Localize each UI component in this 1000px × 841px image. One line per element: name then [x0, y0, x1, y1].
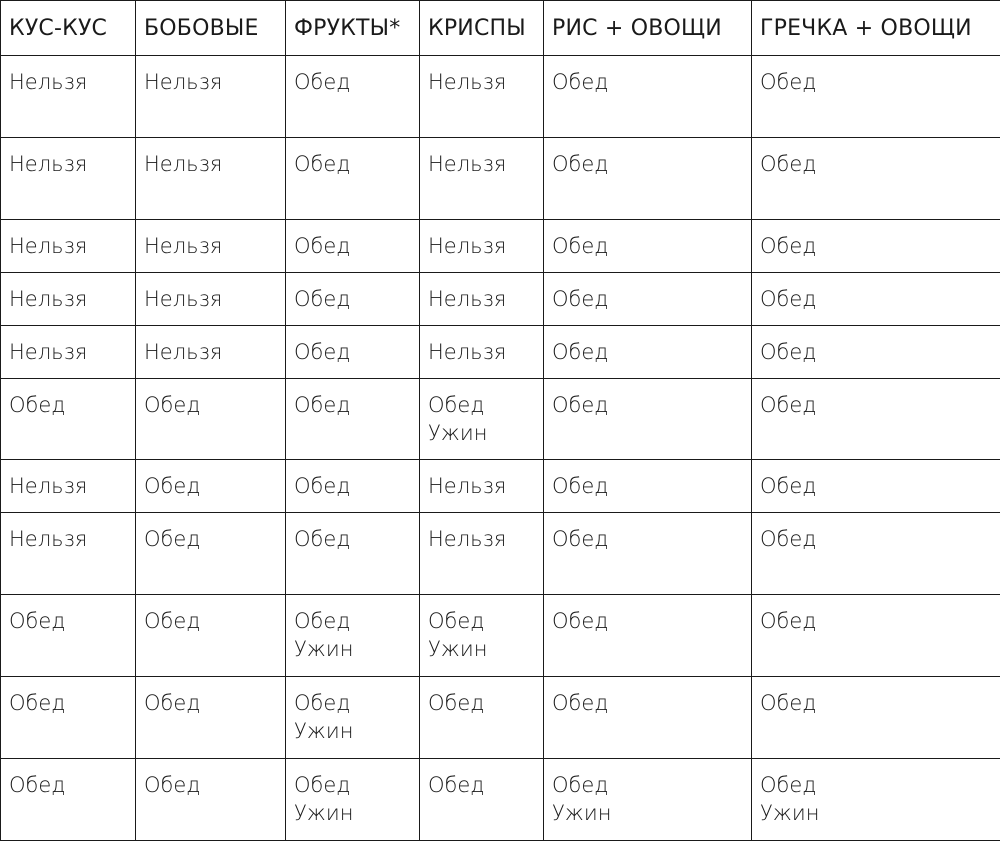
cell-buckwheat-vegetables — [752, 326, 1000, 379]
cell-text: Ужин — [760, 799, 994, 827]
cell-couscous — [1, 379, 136, 460]
header-couscous: КУС-КУС — [1, 1, 136, 56]
cell-buckwheat-vegetables — [752, 56, 1000, 138]
cell-rice-vegetables — [544, 273, 752, 326]
cell-text: Обед — [760, 68, 994, 96]
cell-text: Обед — [144, 391, 279, 419]
cell-legumes — [136, 759, 286, 841]
cell-text: Ужин — [294, 717, 413, 745]
cell-text: Ужин — [428, 635, 537, 663]
cell-fruits — [286, 273, 420, 326]
table-row — [1, 595, 1000, 677]
cell-rice-vegetables — [544, 138, 752, 220]
cell-rice-vegetables — [544, 759, 752, 841]
table-row — [1, 56, 1000, 138]
cell-legumes — [136, 326, 286, 379]
cell-legumes — [136, 513, 286, 595]
cell-text: Обед — [760, 607, 994, 635]
cell-couscous — [1, 595, 136, 677]
cell-fruits — [286, 379, 420, 460]
cell-fruits — [286, 595, 420, 677]
table-row — [1, 273, 1000, 326]
cell-text: Ужин — [294, 799, 413, 827]
cell-text: Обед — [760, 689, 994, 717]
cell-crisps — [420, 460, 544, 513]
cell-text: Нельзя — [428, 150, 537, 178]
cell-text: Обед — [294, 232, 413, 260]
cell-text: Нельзя — [144, 232, 279, 260]
cell-couscous — [1, 56, 136, 138]
cell-buckwheat-vegetables — [752, 759, 1000, 841]
cell-fruits — [286, 220, 420, 273]
cell-text: Обед — [760, 391, 994, 419]
cell-text: Обед — [552, 391, 745, 419]
cell-buckwheat-vegetables — [752, 595, 1000, 677]
cell-crisps — [420, 326, 544, 379]
cell-text: Обед — [294, 689, 413, 717]
cell-buckwheat-vegetables — [752, 273, 1000, 326]
cell-text: Обед — [428, 607, 537, 635]
cell-couscous — [1, 460, 136, 513]
cell-text: Обед — [552, 607, 745, 635]
cell-crisps — [420, 220, 544, 273]
cell-fruits — [286, 460, 420, 513]
cell-text: Нельзя — [428, 338, 537, 366]
cell-crisps — [420, 56, 544, 138]
cell-buckwheat-vegetables — [752, 677, 1000, 759]
cell-text: Обед — [9, 771, 129, 799]
cell-fruits — [286, 56, 420, 138]
cell-text: Обед — [760, 472, 994, 500]
cell-text: Нельзя — [9, 338, 129, 366]
cell-crisps — [420, 759, 544, 841]
table-row — [1, 677, 1000, 759]
cell-rice-vegetables — [544, 220, 752, 273]
cell-text: Обед — [552, 689, 745, 717]
cell-text: Обед — [552, 338, 745, 366]
cell-rice-vegetables — [544, 56, 752, 138]
header-buckwheat-vegetables: ГРЕЧКА + ОВОЩИ — [752, 1, 1000, 56]
cell-couscous — [1, 677, 136, 759]
cell-text: Ужин — [428, 419, 537, 447]
cell-text: Обед — [760, 150, 994, 178]
cell-couscous — [1, 513, 136, 595]
cell-text: Обед — [294, 472, 413, 500]
cell-text: Обед — [144, 689, 279, 717]
cell-legumes — [136, 138, 286, 220]
cell-buckwheat-vegetables — [752, 460, 1000, 513]
table-row — [1, 460, 1000, 513]
header-fruits: ФРУКТЫ* — [286, 1, 420, 56]
cell-text: Обед — [552, 525, 745, 553]
cell-legumes — [136, 56, 286, 138]
cell-text: Нельзя — [428, 68, 537, 96]
cell-text: Нельзя — [9, 150, 129, 178]
cell-text: Обед — [144, 472, 279, 500]
cell-text: Обед — [552, 472, 745, 500]
cell-text: Обед — [9, 689, 129, 717]
cell-text: Обед — [428, 771, 537, 799]
cell-crisps — [420, 138, 544, 220]
cell-text: Нельзя — [428, 232, 537, 260]
cell-crisps — [420, 379, 544, 460]
cell-crisps — [420, 273, 544, 326]
cell-rice-vegetables — [544, 326, 752, 379]
cell-legumes — [136, 677, 286, 759]
cell-couscous — [1, 326, 136, 379]
cell-legumes — [136, 460, 286, 513]
cell-fruits — [286, 138, 420, 220]
cell-text: Ужин — [294, 635, 413, 663]
cell-text: Обед — [552, 68, 745, 96]
cell-text: Нельзя — [9, 285, 129, 313]
cell-text: Обед — [760, 525, 994, 553]
cell-buckwheat-vegetables — [752, 513, 1000, 595]
table-row — [1, 220, 1000, 273]
cell-buckwheat-vegetables — [752, 379, 1000, 460]
cell-text: Нельзя — [9, 525, 129, 553]
cell-couscous — [1, 273, 136, 326]
cell-buckwheat-vegetables — [752, 138, 1000, 220]
cell-text: Нельзя — [428, 525, 537, 553]
header-crisps: КРИСПЫ — [420, 1, 544, 56]
cell-text: Обед — [144, 607, 279, 635]
cell-text: Обед — [552, 232, 745, 260]
table-row — [1, 326, 1000, 379]
cell-text: Обед — [552, 285, 745, 313]
header-rice-vegetables: РИС + ОВОЩИ — [544, 1, 752, 56]
cell-text: Обед — [294, 285, 413, 313]
cell-rice-vegetables — [544, 595, 752, 677]
cell-couscous — [1, 759, 136, 841]
cell-text: Обед — [294, 391, 413, 419]
cell-couscous — [1, 220, 136, 273]
cell-text: Обед — [294, 68, 413, 96]
cell-rice-vegetables — [544, 677, 752, 759]
cell-legumes — [136, 379, 286, 460]
cell-text: Обед — [552, 771, 745, 799]
cell-legumes — [136, 273, 286, 326]
cell-text: Нельзя — [144, 68, 279, 96]
cell-fruits — [286, 326, 420, 379]
cell-text: Нельзя — [428, 285, 537, 313]
cell-fruits — [286, 513, 420, 595]
cell-text: Нельзя — [144, 338, 279, 366]
cell-text: Обед — [294, 771, 413, 799]
cell-text: Обед — [760, 338, 994, 366]
cell-text: Ужин — [552, 799, 745, 827]
table-row — [1, 138, 1000, 220]
cell-text: Обед — [428, 391, 537, 419]
cell-text: Нельзя — [9, 68, 129, 96]
cell-buckwheat-vegetables — [752, 220, 1000, 273]
cell-rice-vegetables — [544, 460, 752, 513]
cell-couscous — [1, 138, 136, 220]
cell-text: Нельзя — [9, 472, 129, 500]
cell-fruits — [286, 759, 420, 841]
cell-text: Обед — [294, 150, 413, 178]
cell-text: Обед — [760, 285, 994, 313]
header-row — [1, 1, 1000, 56]
cell-crisps — [420, 513, 544, 595]
cell-text: Нельзя — [144, 285, 279, 313]
header-legumes: БОБОВЫЕ — [136, 1, 286, 56]
cell-text: Обед — [144, 771, 279, 799]
cell-text: Обед — [294, 338, 413, 366]
cell-text: Обед — [552, 150, 745, 178]
cell-text: Обед — [144, 525, 279, 553]
cell-text: Обед — [760, 232, 994, 260]
cell-crisps — [420, 677, 544, 759]
cell-text: Нельзя — [144, 150, 279, 178]
cell-text: Обед — [9, 391, 129, 419]
cell-text: Обед — [428, 689, 537, 717]
cell-text: Обед — [294, 607, 413, 635]
cell-text: Обед — [760, 771, 994, 799]
cell-legumes — [136, 220, 286, 273]
table-row — [1, 379, 1000, 460]
cell-text: Нельзя — [9, 232, 129, 260]
cell-fruits — [286, 677, 420, 759]
cell-crisps — [420, 595, 544, 677]
cell-legumes — [136, 595, 286, 677]
table-row — [1, 759, 1000, 841]
cell-rice-vegetables — [544, 513, 752, 595]
cell-text: Нельзя — [428, 472, 537, 500]
cell-rice-vegetables — [544, 379, 752, 460]
table-row — [1, 513, 1000, 595]
cell-text: Обед — [294, 525, 413, 553]
cell-text: Обед — [9, 607, 129, 635]
